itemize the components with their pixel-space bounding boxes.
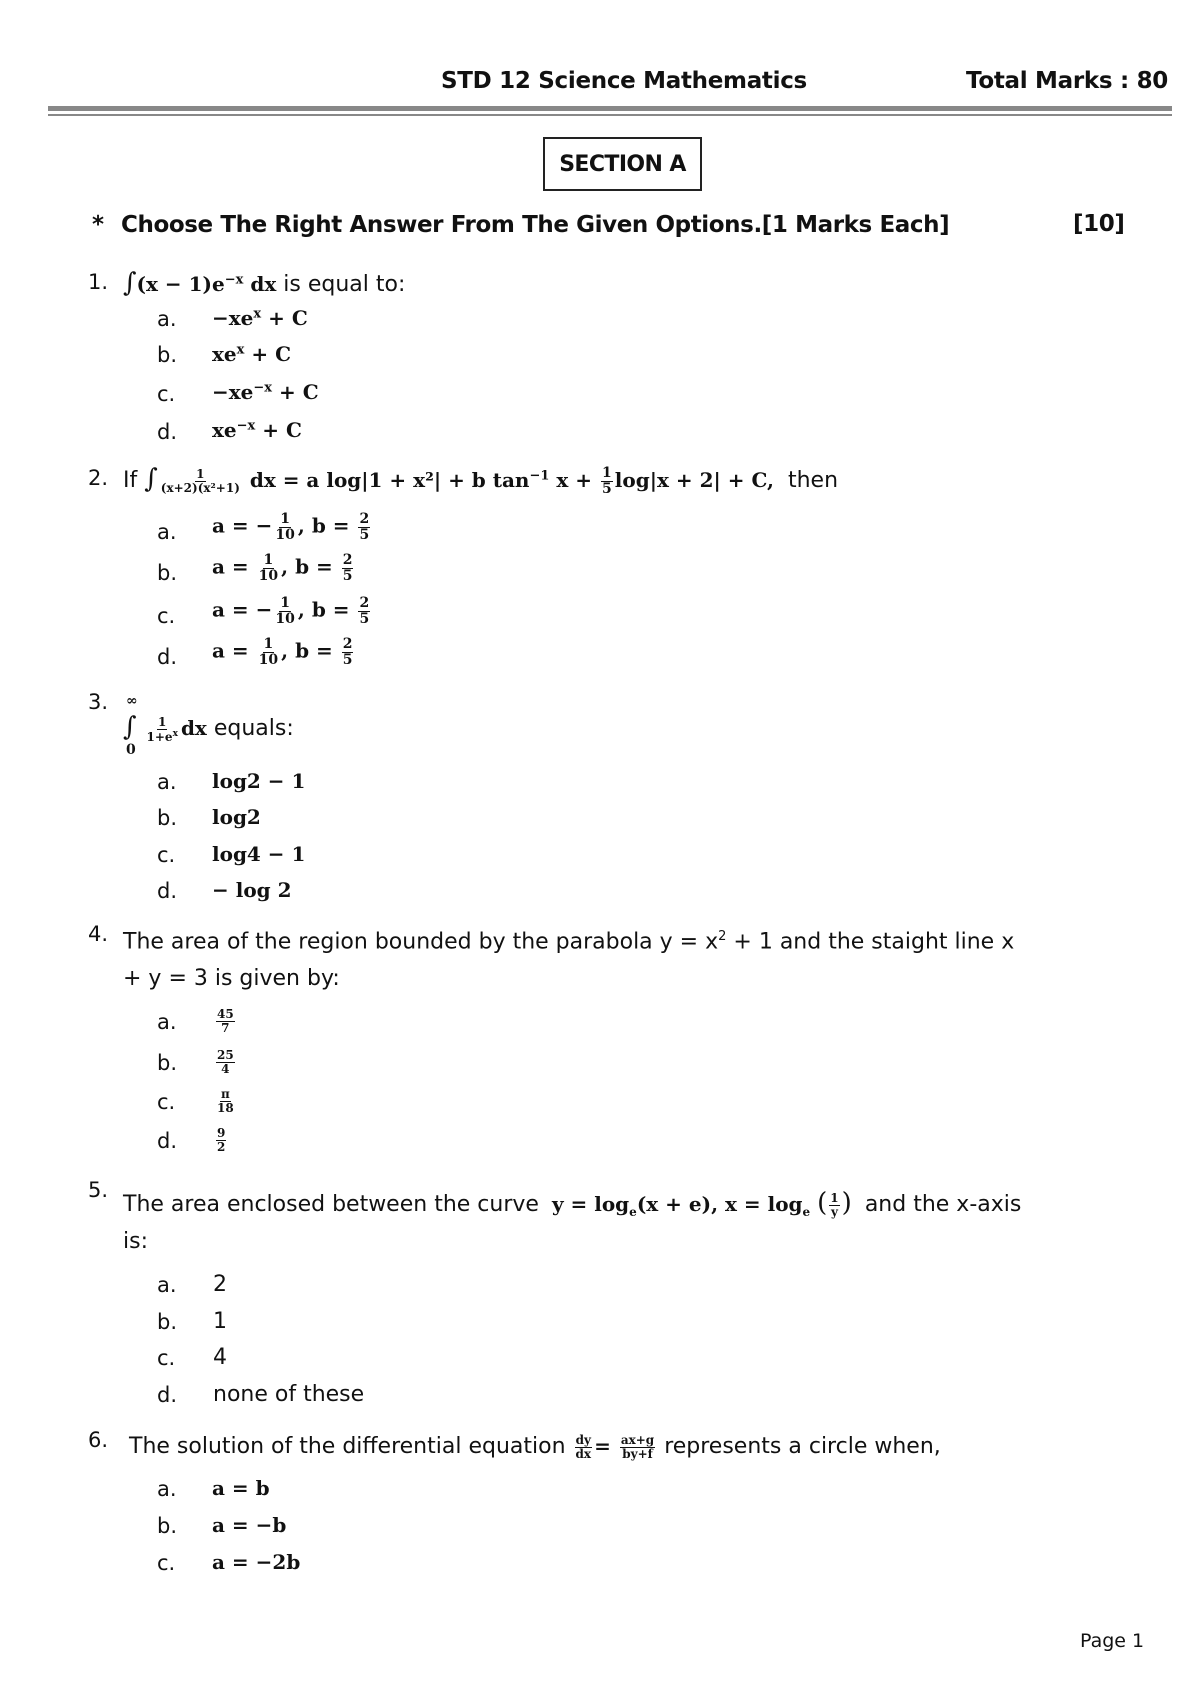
math-expression: ∫ $\frac{1}{1+e^x}$ dx (123, 712, 207, 744)
option-label: a. (157, 770, 177, 794)
lower-limit: 0 (126, 742, 136, 758)
option-math: log2 (212, 805, 261, 829)
math-expression: $\int(x - 1)e^{-x}$ dx (123, 268, 277, 298)
option-label: d. (157, 420, 178, 444)
option-math: a = $\frac{1}{10}$ , b = $\frac{2}{5}$ (212, 552, 353, 584)
question-4-line2: + y = 3 is given by: (123, 966, 340, 991)
section-label: SECTION A (543, 137, 702, 191)
question-number: 6. (88, 1428, 109, 1452)
math-expression: ∫ $\frac{1}{\text{(x+2)(x²+1)}}$ dx = a log|1 + x²| + b $\tan^{-1} x$ + $\frac{1}{5}$ log|x + 2| + C, (144, 464, 774, 497)
header-rule-thin (48, 114, 1172, 116)
option-label: b. (157, 806, 178, 830)
option-label: c. (157, 1090, 176, 1114)
option-label: c. (157, 843, 176, 867)
option-label: c. (157, 382, 176, 406)
question-number: 3. (88, 690, 109, 714)
option-label: c. (157, 1346, 176, 1370)
question-5-line2: is: (123, 1229, 148, 1254)
option-label: a. (157, 1010, 177, 1034)
option-label: b. (157, 561, 178, 585)
option-label: d. (157, 879, 178, 903)
question-suffix: then (787, 468, 839, 493)
option-label: a. (157, 1477, 177, 1501)
instruction-marks: [10] (1073, 211, 1125, 237)
option-label: a. (157, 1273, 177, 1297)
question-prefix: If (123, 468, 138, 493)
option-math: $\frac{25}{4}$ (217, 1048, 234, 1076)
option-math: $\frac{\pi}{18}$ (217, 1087, 234, 1115)
option-math: $-xe^{-x} + C$ (212, 380, 319, 404)
option-math: a = −b (212, 1513, 287, 1537)
option-label: a. (157, 520, 177, 544)
question-1-text (123, 268, 405, 298)
upper-limit: ∞ (126, 693, 138, 709)
question-prefix: The solution of the differential equation (129, 1434, 566, 1459)
question-4-line1 (123, 929, 1014, 954)
option-label: b. (157, 1051, 178, 1075)
option-math: log4 − 1 (212, 842, 306, 866)
option-value: 2 (213, 1272, 227, 1297)
option-math: $xe^{-x} + C$ (212, 418, 302, 442)
option-math: $xe^x + C$ (212, 342, 292, 366)
question-6-text (129, 1434, 941, 1461)
header-rule-thick (48, 106, 1172, 111)
option-math: a = b (212, 1476, 270, 1500)
option-math: $-xe^x + C$ (212, 306, 308, 330)
option-math: $\frac{45}{7}$ (217, 1007, 234, 1035)
math-expression: $y = \log_e(x + e)$, $x = \log_e$ ( $\frac{1}{y}$ ) (551, 1188, 852, 1219)
option-label: a. (157, 307, 177, 331)
option-label: d. (157, 1129, 178, 1153)
question-3-text (123, 712, 294, 743)
instruction-text: Choose The Right Answer From The Given Options.[1 Marks Each] (121, 212, 950, 238)
question-suffix: equals: (213, 716, 294, 741)
option-label: b. (157, 1310, 178, 1334)
option-math: a = −2b (212, 1550, 301, 1574)
total-marks: Total Marks : 80 (966, 68, 1168, 94)
question-number: 2. (88, 466, 109, 490)
question-5-line1 (123, 1188, 1021, 1219)
math-expression: $\frac{dy}{dx}$ = $\frac{ax+g}{by+f}$ (575, 1433, 655, 1461)
text-part: The area enclosed between the curve (123, 1192, 539, 1217)
option-math: $\frac{9}{2}$ (217, 1126, 226, 1154)
text-part: The area of the region bounded by the parabola y = x (123, 929, 719, 955)
option-label: d. (157, 1383, 178, 1407)
instruction-bullet: * (92, 212, 104, 238)
option-math: a = − $\frac{1}{10}$ , b = $\frac{2}{5}$ (212, 595, 370, 627)
question-suffix: represents a circle when, (664, 1434, 941, 1459)
question-number: 1. (88, 270, 109, 294)
option-label: c. (157, 604, 176, 628)
option-label: c. (157, 1551, 176, 1575)
option-label: b. (157, 343, 178, 367)
option-value: 4 (213, 1345, 227, 1370)
option-label: d. (157, 645, 178, 669)
question-suffix: is equal to: (283, 272, 406, 297)
option-math: − log 2 (212, 878, 292, 902)
option-value: none of these (213, 1382, 365, 1407)
option-math: a = $\frac{1}{10}$ , b = $\frac{2}{5}$ (212, 636, 353, 668)
page-number: Page 1 (1080, 1630, 1145, 1652)
text-part: and the x-axis (864, 1192, 1022, 1217)
option-math: log2 − 1 (212, 769, 306, 793)
option-math: a = − $\frac{1}{10}$ , b = $\frac{2}{5}$ (212, 511, 370, 543)
text-part: + 1 and the staight line x (726, 929, 1015, 955)
question-2-text (123, 464, 838, 497)
superscript: 2 (718, 929, 727, 944)
option-value: 1 (213, 1309, 227, 1334)
exam-title: STD 12 Science Mathematics (441, 68, 807, 94)
question-number: 5. (88, 1178, 109, 1202)
question-number: 4. (88, 922, 109, 946)
option-label: b. (157, 1514, 178, 1538)
